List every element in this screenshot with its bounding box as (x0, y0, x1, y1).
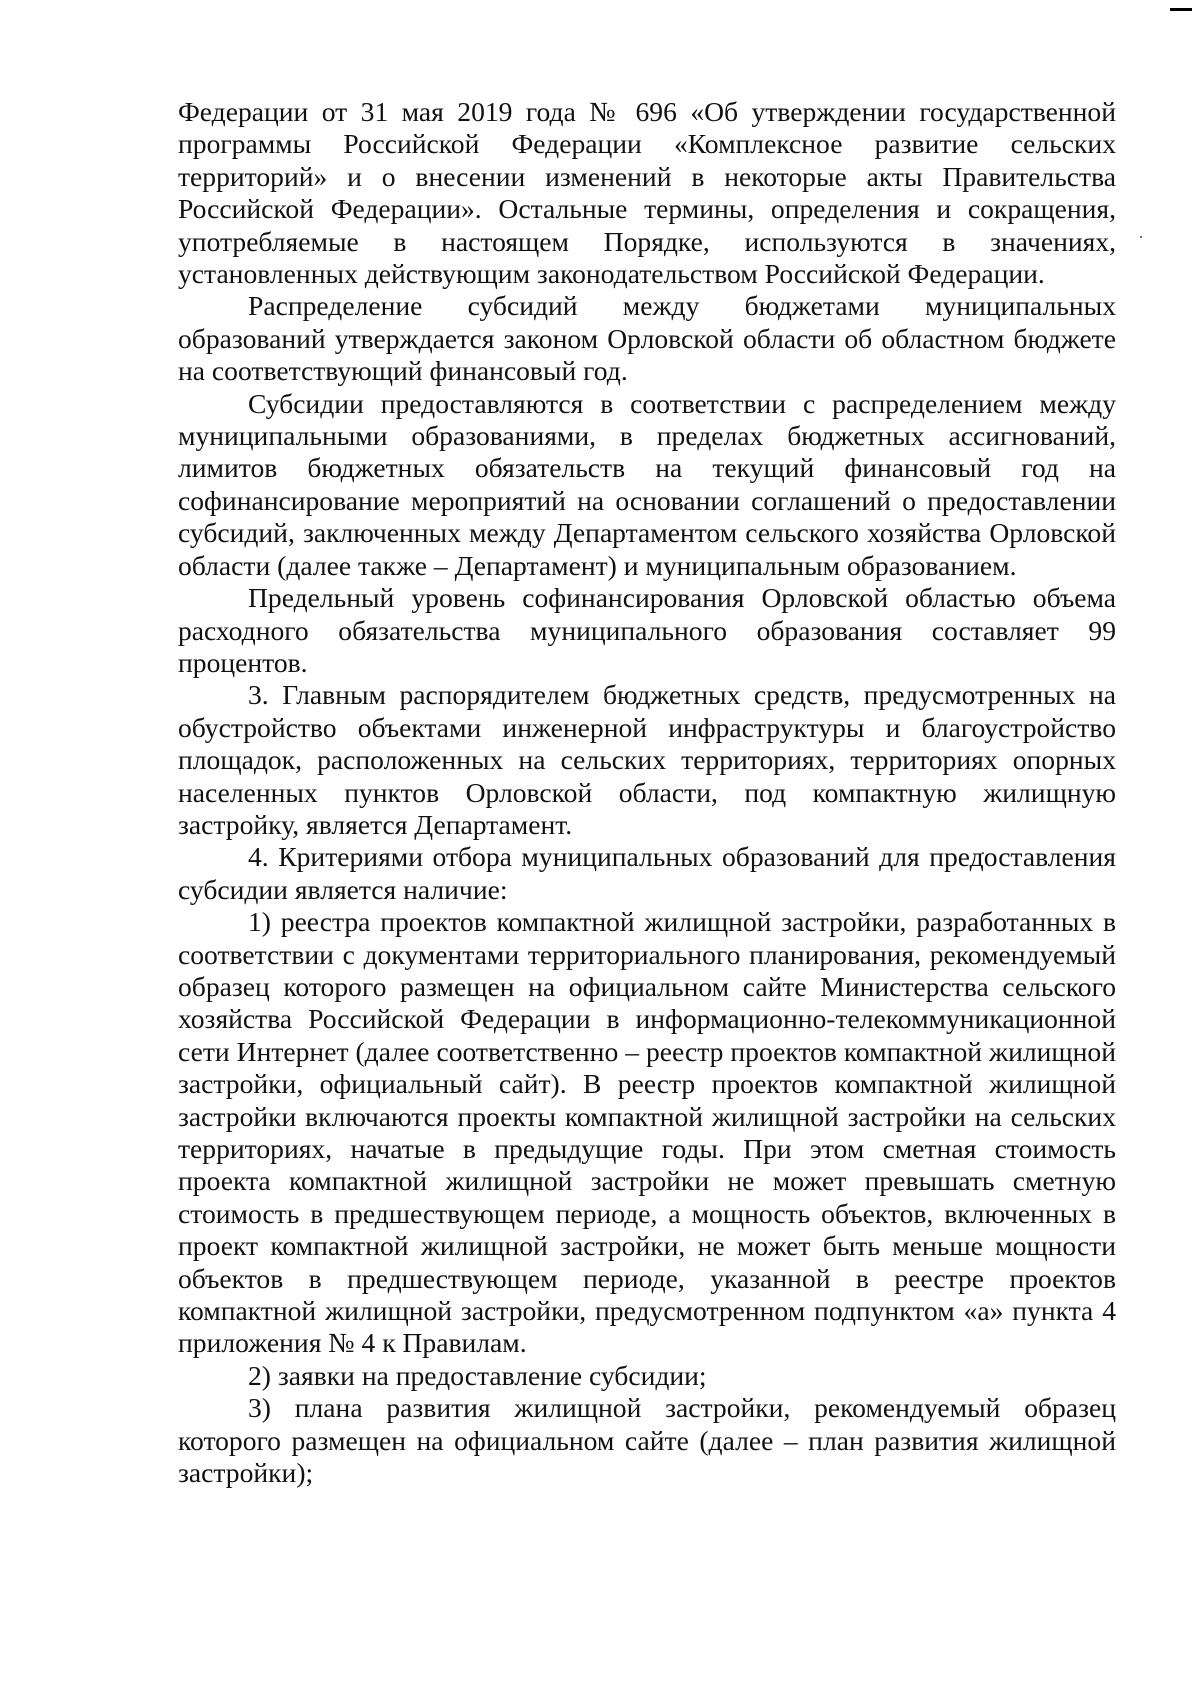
paragraph-continuation: Федерации от 31 мая 2019 года № 696 «Об утверждении государственной программы Российской Федерации «Комплексное развитие сельских территорий» и о внесении изменений в некоторые акты Правительства Российской Федерации». Остальные термины, определения и сокращения, употребляемые в настоящем Порядке, используются в значениях, установленных действующим законодательством Российской Федерации. (178, 96, 1116, 290)
document-body (178, 96, 1116, 1489)
paragraph-item-4: 4. Критериями отбора муниципальных образований для предоставления субсидии является наличие: (178, 841, 1116, 905)
paragraph-item-3: 3. Главным распорядителем бюджетных средств, предусмотренных на обустройство объектами инженерной инфраструктуры и благоустройство площадок, расположенных на сельских территориях, территориях опорных населенных пунктов Орловской области, под компактную жилищную застройку, является Департамент. (178, 679, 1116, 840)
scan-edge-mark (1170, 8, 1192, 11)
paragraph-subitem-2: 2) заявки на предоставление субсидии; (248, 1359, 707, 1391)
paragraph-subitem-3: 3) плана развития жилищной застройки, рекомендуемый образец которого размещен на официальном сайте (далее – план развития жилищной застройки); (178, 1392, 1116, 1489)
paragraph-subsidies: Субсидии предоставляются в соответствии с распределением между муниципальными образованиями, в пределах бюджетных ассигнований, лимитов бюджетных обязательств на текущий финансовый год на софинансирование мероприятий на основании соглашений о предоставлении субсидий, заключенных между Департаментом сельского хозяйства Орловской области (далее также – Департамент) и муниципальным образованием. (178, 387, 1116, 581)
paragraph-cofinancing: Предельный уровень софинансирования Орловской областью объема расходного обязательства муниципального образования составляет 99 процентов. (178, 582, 1116, 678)
scan-speck (1140, 236, 1142, 238)
paragraph-distribution: Распределение субсидий между бюджетами муниципальных образований утверждается законом Орловской области об областном бюджете на соответствующий финансовый год. (178, 290, 1116, 387)
paragraph-subitem-1: 1) реестра проектов компактной жилищной застройки, разработанных в соответствии с документами территориального планирования, рекомендуемый образец которого размещен на официальном сайте Министерства сельского хозяйства Российской Федерации в информационно-телекоммуникационной сети Интернет (далее соответственно – реестр проектов компактной жилищной застройки, официальный сайт). В реестр проектов компактной жилищной застройки включаются проекты компактной жилищной застройки на сельских территориях, начатые в предыдущие годы. При этом сметная стоимость проекта компактной жилищной застройки не может превышать сметную стоимость в предшествующем периоде, а мощность объектов, включенных в проект компактной жилищной застройки, не может быть меньше мощности объектов в предшествующем периоде, указанной в реестре проектов компактной жилищной застройки, предусмотренном подпунктом «а» пункта 4 приложения № 4 к Правилам. (178, 906, 1116, 1359)
